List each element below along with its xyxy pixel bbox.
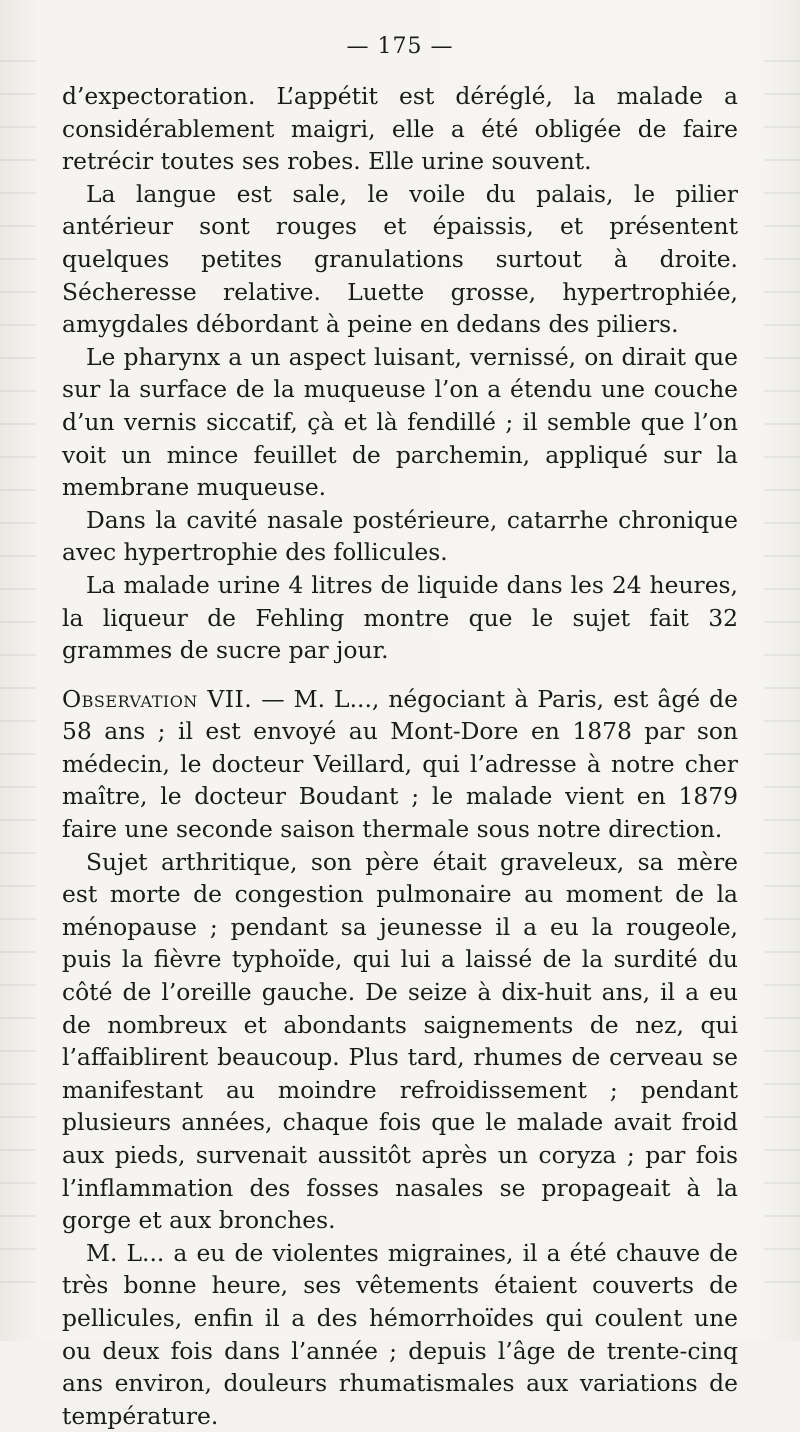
body-text xyxy=(62,80,738,1432)
page-number: — 175 — xyxy=(346,34,454,59)
paragraph: Sujet arthritique, son père était graveleux, sa mère est morte de congestion pulmonaire au moment de la ménopause ; pendant sa jeunesse il a eu la rougeole, puis la fièvre typhoïde, qui lui a laissé de la surdité du côté de l’oreille gauche. De seize à dix-huit ans, il a eu de nombreux et abondants saignements de nez, qui l’affaiblirent beaucoup. Plus tard, rhumes de cerveau se manifestant au moindre refroidissement ; pendant plusieurs années, chaque fois que le malade avait froid aux pieds, survenait aussitôt après un coryza ; par fois l’inflammation des fosses nasales se propageait à la gorge et aux bronches. xyxy=(62,847,738,1235)
observation-text: — M. L..., négociant à Paris, est âgé de 58 ans ; il est envoyé au Mont-Dore en 1878 par son médecin, le docteur Veillard, qui l’adresse à notre cher maître, le docteur Boudant ; le malade vient en 1879 faire une seconde saison thermale sous notre direction. xyxy=(62,684,738,844)
paragraph: Le pharynx a un aspect luisant, vernissé, on dirait que sur la surface de la muqueuse l’on a étendu une couche d’un vernis siccatif, çà et là fendillé ; il semble que l’on voit un mince feuillet de parchemin, appliqué sur la membrane muqueuse. xyxy=(62,342,738,502)
right-bleed-through xyxy=(764,60,800,1301)
observation-heading: Observation VII. xyxy=(62,684,253,713)
observation-paragraph xyxy=(62,683,738,846)
paragraph: La malade urine 4 litres de liquide dans les 24 heures, la liqueur de Fehling montre que le sujet fait 32 grammes de sucre par jour. xyxy=(62,570,738,665)
paragraph: d’expectoration. L’appétit est déréglé, la malade a considérablement maigri, elle a été obligée de faire retrécir toutes ses robes. Elle urine souvent. xyxy=(62,82,738,176)
paragraph: La langue est sale, le voile du palais, le pilier antérieur sont rouges et épaissis, et présentent quelques petites granulations surtout à droite. Sécheresse relative. Luette grosse, hypertrophiée, amygdales débordant à peine en dedans des piliers. xyxy=(62,179,738,339)
paragraph: M. L... a eu de violentes migraines, il a été chauve de très bonne heure, ses vêtements étaient couverts de pellicules, enfin il a des hémorrhoïdes qui coulent une ou deux fois dans l’année ; depuis l’âge de trente-cinq ans environ, douleurs rhumatismales aux variations de température. xyxy=(62,1238,738,1430)
paragraph: Dans la cavité nasale postérieure, catarrhe chronique avec hypertrophie des follicules. xyxy=(62,505,738,567)
left-bleed-through xyxy=(0,60,36,1301)
